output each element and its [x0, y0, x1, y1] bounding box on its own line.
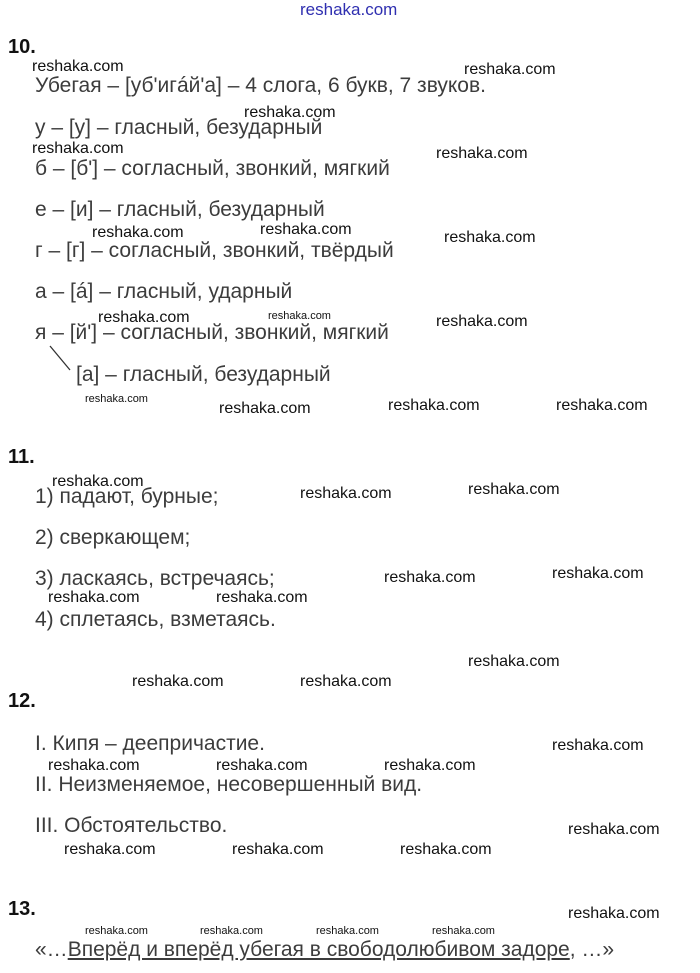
task-11-line-4: 4) сплетаясь, взметаясь.: [35, 608, 276, 631]
watermark: reshaka.com: [388, 397, 480, 414]
task-10-line-1: у – [у] – гласный, безударный: [35, 116, 323, 139]
watermark: reshaka.com: [384, 757, 476, 774]
watermark: reshaka.com: [432, 925, 495, 937]
watermark: reshaka.com: [268, 310, 331, 322]
task-10-branch-line: [а] – гласный, безударный: [76, 363, 331, 386]
watermark: reshaka.com: [216, 757, 308, 774]
task-10-line-5: а – [á] – гласный, ударный: [35, 280, 293, 303]
watermark: reshaka.com: [436, 145, 528, 162]
watermark: reshaka.com: [464, 61, 556, 78]
task-11-line-3: 3) ласкаясь, встречаясь;: [35, 567, 275, 590]
watermark: reshaka.com: [132, 673, 224, 690]
watermark: reshaka.com: [219, 400, 311, 417]
watermark: reshaka.com: [556, 397, 648, 414]
site-header[interactable]: reshaka.com: [300, 0, 398, 19]
watermark: reshaka.com: [568, 905, 660, 922]
quote-open: «…: [35, 938, 68, 961]
quote-close: , …»: [569, 938, 615, 961]
task-12-line-1: I. Кипя – деепричастие.: [35, 732, 265, 755]
watermark: reshaka.com: [64, 841, 156, 858]
watermark: reshaka.com: [216, 589, 308, 606]
task-11-line-1: 1) падают, бурные;: [35, 485, 219, 508]
watermark: reshaka.com: [444, 229, 536, 246]
watermark: reshaka.com: [232, 841, 324, 858]
watermark: reshaka.com: [32, 58, 124, 75]
watermark: reshaka.com: [552, 737, 644, 754]
watermark: reshaka.com: [384, 569, 476, 586]
watermark: reshaka.com: [48, 757, 140, 774]
watermark: reshaka.com: [568, 821, 660, 838]
task-10-line-4: г – [г] – согласный, звонкий, твёрдый: [35, 239, 394, 262]
task-12-line-3: III. Обстоятельство.: [35, 814, 228, 837]
watermark: reshaka.com: [436, 313, 528, 330]
watermark: reshaka.com: [98, 309, 190, 326]
watermark: reshaka.com: [300, 673, 392, 690]
watermark: reshaka.com: [552, 565, 644, 582]
task-12-line-2: II. Неизменяемое, несовершенный вид.: [35, 773, 423, 796]
task-12-number: 12.: [8, 690, 36, 712]
watermark: reshaka.com: [316, 925, 379, 937]
watermark: reshaka.com: [48, 589, 140, 606]
watermark: reshaka.com: [300, 485, 392, 502]
quote-body: Вперёд и вперёд убегая в свободолюбивом задоре: [67, 938, 570, 961]
task-11-line-2: 2) сверкающем;: [35, 526, 191, 549]
task-11-number: 11.: [8, 446, 35, 468]
branch-connector: [48, 344, 74, 374]
watermark: reshaka.com: [92, 224, 184, 241]
watermark: reshaka.com: [200, 925, 263, 937]
task-10-line-6: я – [й'] – согласный, звонкий, мягкий: [35, 321, 389, 344]
watermark: reshaka.com: [244, 104, 336, 121]
watermark: reshaka.com: [468, 481, 560, 498]
task-10-line-2: б – [б'] – согласный, звонкий, мягкий: [35, 157, 390, 180]
watermark: reshaka.com: [85, 925, 148, 937]
task-13-number: 13.: [8, 898, 36, 920]
watermark: reshaka.com: [32, 140, 124, 157]
watermark: reshaka.com: [400, 841, 492, 858]
task-10-number: 10.: [8, 36, 36, 58]
task-13-quote: [35, 938, 614, 962]
watermark: reshaka.com: [260, 221, 352, 238]
task-10-heading: Убегая – [уб'игáй'а] – 4 слога, 6 букв, 7 звуков.: [35, 74, 486, 97]
watermark: reshaka.com: [85, 393, 148, 405]
task-10-line-3: е – [и] – гласный, безударный: [35, 198, 325, 221]
watermark: reshaka.com: [468, 653, 560, 670]
watermark: reshaka.com: [52, 473, 144, 490]
